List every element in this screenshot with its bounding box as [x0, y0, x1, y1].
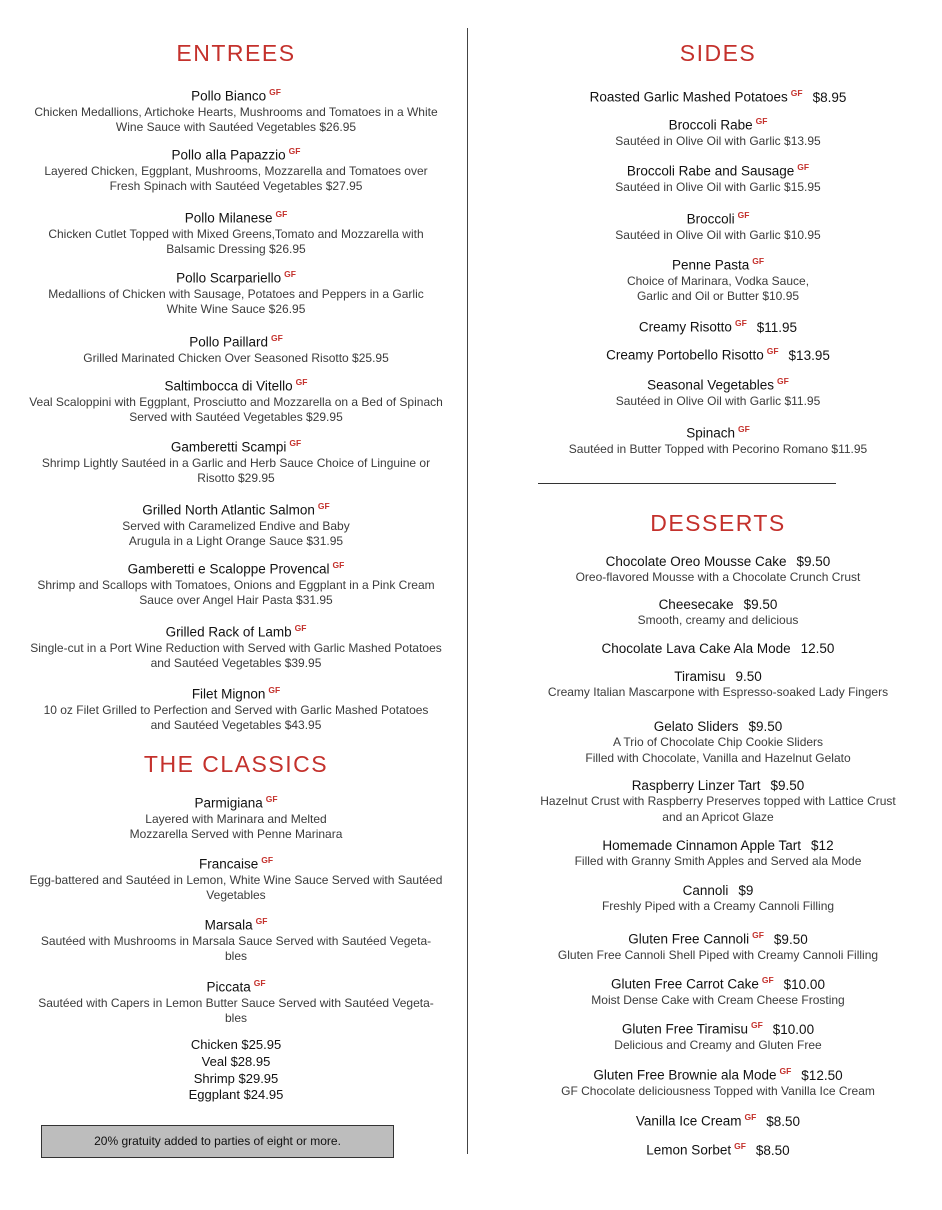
item-description: Smooth, creamy and delicious: [637, 613, 799, 627]
item-description: Served with Caramelized Endive and Baby: [122, 518, 350, 533]
item-description: Garlic and Oil or Butter $10.95: [636, 289, 800, 303]
menu-item: [22, 206, 450, 258]
item-price: $9.50: [770, 778, 805, 793]
menu-item-line: [22, 84, 450, 105]
menu-item-line: [528, 1063, 908, 1084]
gluten-free-badge: GF: [294, 623, 307, 633]
item-description: Delicious and Creamy and Gluten Free: [614, 1037, 822, 1052]
menu-item-line: [22, 852, 450, 873]
item-description: Creamy Italian Mascarpone with Espresso-soaked Lady Fingers: [547, 685, 889, 699]
menu-item-line: [22, 913, 450, 934]
menu-item-line: [528, 253, 908, 274]
menu-item-line: [528, 85, 908, 106]
menu-item-line: [528, 837, 908, 854]
item-price: $10.00: [772, 1021, 815, 1037]
item-name: Pollo Scarpariello: [176, 270, 282, 286]
item-price: $9.50: [748, 719, 783, 734]
gluten-free-badge: GF: [268, 685, 281, 695]
menu-item: [22, 330, 450, 366]
menu-item: [22, 557, 450, 609]
item-description: Sautéed in Olive Oil with Garlic $15.95: [615, 179, 821, 194]
item-name: Gelato Sliders: [653, 719, 739, 734]
menu-item: [22, 498, 450, 550]
item-description: Mozzarella Served with Penne Marinara: [129, 827, 343, 841]
item-price: $9.50: [796, 554, 831, 569]
item-description: 10 oz Filet Grilled to Perfection and Served with Garlic Mashed Potatoes: [43, 702, 429, 717]
item-price: $9: [738, 883, 754, 898]
sides-heading: SIDES: [679, 40, 757, 66]
menu-item: [528, 553, 908, 586]
gluten-free-badge: GF: [766, 346, 779, 356]
item-name: Piccata: [206, 979, 251, 995]
item-description: GF Chocolate deliciousness Topped with Vanilla Ice Cream: [561, 1083, 875, 1098]
gluten-free-badge: GF: [295, 377, 308, 387]
item-price: 12.50: [800, 641, 835, 656]
menu-item-line: [528, 668, 908, 685]
menu-item: [528, 85, 908, 106]
gluten-free-badge: GF: [752, 930, 764, 940]
menu-item-line: [528, 343, 908, 364]
gluten-free-badge: GF: [253, 978, 266, 988]
gluten-free-badge: GF: [317, 501, 330, 511]
menu-item-line: [528, 596, 908, 613]
item-description: Choice of Marinara, Vodka Sauce,: [626, 273, 810, 288]
gluten-free-badge: GF: [737, 210, 750, 220]
gratuity-notice: 20% gratuity added to parties of eight or more.: [41, 1125, 394, 1158]
menu-item: [22, 791, 450, 843]
item-description: A Trio of Chocolate Chip Cookie Sliders: [612, 735, 824, 749]
item-description: Layered Chicken, Eggplant, Mushrooms, Mozzarella and Tomatoes over: [44, 163, 428, 178]
item-name: Raspberry Linzer Tart: [631, 778, 761, 793]
gluten-free-badge: GF: [332, 560, 345, 570]
item-description: Moist Dense Cake with Cream Cheese Frosting: [591, 992, 845, 1007]
item-name: Pollo Bianco: [191, 88, 267, 104]
item-description: Sautéed in Olive Oil with Garlic $13.95: [615, 133, 821, 148]
item-name: Pollo alla Papazzio: [171, 147, 286, 163]
menu-item: [528, 972, 908, 1008]
gluten-free-badge: GF: [269, 87, 281, 97]
item-description: Sautéed in Olive Oil with Garlic $11.95: [615, 393, 821, 408]
menu-item: [528, 1109, 908, 1130]
item-name: Gluten Free Brownie ala Mode: [593, 1067, 777, 1083]
item-name: Marsala: [204, 917, 253, 933]
item-description: Shrimp Lightly Sautéed in a Garlic and Herb Sauce Choice of Linguine or: [41, 455, 431, 470]
menu-item: [22, 682, 450, 734]
item-description: Chicken Cutlet Topped with Mixed Greens,Tomato and Mozzarella with: [48, 226, 424, 241]
item-name: Broccoli: [686, 211, 735, 227]
item-description: and Sautéed Vegetables $43.95: [150, 718, 322, 732]
item-description: Sautéed with Mushrooms in Marsala Sauce Served with Sautéed Vegeta-: [40, 933, 432, 948]
menu-item-line: [528, 421, 908, 442]
gluten-free-badge: GF: [744, 1112, 757, 1122]
item-description: Oreo-flavored Mousse with a Chocolate Crunch Crust: [575, 570, 861, 584]
gluten-free-badge: GF: [761, 975, 774, 985]
item-price: $12: [811, 838, 834, 853]
item-name: Pollo Paillard: [189, 334, 268, 350]
item-description: Filled with Granny Smith Apples and Served ala Mode: [574, 854, 862, 868]
gluten-free-badge: GF: [255, 916, 268, 926]
item-description: Balsamic Dressing $26.95: [166, 242, 306, 256]
item-description: Risotto $29.95: [197, 471, 275, 485]
item-description: Sautéed in Olive Oil with Garlic $10.95: [615, 227, 821, 242]
gluten-free-badge: GF: [755, 116, 768, 126]
item-name: Seasonal Vegetables: [647, 377, 775, 393]
gluten-free-badge: GF: [790, 88, 803, 98]
gluten-free-badge: GF: [797, 162, 810, 172]
item-description: Arugula in a Light Orange Sauce $31.95: [128, 534, 344, 548]
menu-item: [528, 596, 908, 629]
item-description: Single-cut in a Port Wine Reduction with Served with Garlic Mashed Potatoes: [30, 640, 442, 655]
item-name: Broccoli Rabe and Sausage: [626, 163, 795, 179]
menu-item: [528, 640, 908, 657]
item-description: Fresh Spinach with Sautéed Vegetables $27.95: [109, 179, 363, 193]
menu-item-line: [528, 1138, 908, 1159]
gluten-free-badge: GF: [737, 424, 750, 434]
item-price: $8.95: [812, 89, 847, 105]
item-name: Homemade Cinnamon Apple Tart: [602, 838, 802, 853]
classics-heading: THE CLASSICS: [143, 751, 329, 777]
item-description: bles: [224, 1011, 247, 1025]
menu-item: [22, 435, 450, 487]
item-price: $11.95: [756, 319, 798, 335]
item-description: Chicken Medallions, Artichoke Hearts, Mushrooms and Tomatoes in a White: [34, 104, 438, 119]
item-description: Sautéed in Butter Topped with Pecorino Romano $11.95: [568, 441, 868, 456]
menu-item: [22, 852, 450, 904]
item-name: Saltimbocca di Vitello: [164, 378, 293, 394]
menu-item: [528, 421, 908, 457]
item-name: Gamberetti e Scaloppe Provencal: [127, 561, 330, 577]
gluten-free-badge: GF: [261, 855, 274, 865]
price-shrimp: Shrimp $29.95: [193, 1071, 279, 1086]
menu-item-line: [22, 791, 450, 812]
menu-item-line: [528, 159, 908, 180]
item-name: Chocolate Lava Cake Ala Mode: [601, 641, 791, 656]
menu-item: [22, 620, 450, 672]
item-name: Grilled Rack of Lamb: [165, 624, 292, 640]
menu-item: [528, 315, 908, 336]
menu-item: [528, 777, 908, 825]
item-description: and Sautéed Vegetables $39.95: [150, 656, 322, 670]
item-description: bles: [224, 949, 247, 963]
item-description: Egg-battered and Sautéed in Lemon, White Wine Sauce Served with Sautéed: [29, 872, 443, 887]
desserts-heading: DESSERTS: [650, 510, 786, 536]
menu-item-line: [22, 435, 450, 456]
item-name: Chocolate Oreo Mousse Cake: [605, 554, 787, 569]
item-name: Grilled North Atlantic Salmon: [142, 502, 315, 518]
menu-item-line: [22, 330, 450, 351]
gluten-free-badge: GF: [752, 256, 765, 266]
item-name: Roasted Garlic Mashed Potatoes: [589, 89, 788, 105]
menu-item: [22, 374, 450, 426]
item-description: Sauce over Angel Hair Pasta $31.95: [139, 593, 333, 607]
item-description: Medallions of Chicken with Sausage, Potatoes and Peppers in a Garlic: [48, 286, 424, 301]
item-name: Francaise: [198, 856, 259, 872]
item-description: Gluten Free Cannoli Shell Piped with Creamy Cannoli Filling: [557, 947, 879, 962]
entrees-heading: ENTREES: [176, 40, 296, 66]
item-price: $9.50: [743, 597, 778, 612]
menu-item: [22, 975, 450, 1027]
menu-item-line: [22, 206, 450, 227]
price-chicken: Chicken $25.95: [190, 1037, 282, 1052]
menu-item-line: [22, 143, 450, 164]
item-name: Tiramisu: [674, 669, 726, 684]
menu-item-line: [22, 498, 450, 519]
gluten-free-badge: GF: [284, 269, 296, 279]
item-description: Vegetables: [206, 888, 266, 902]
item-name: Cheesecake: [658, 597, 734, 612]
menu-item: [22, 143, 450, 195]
menu-item-line: [528, 373, 908, 394]
menu-item-line: [22, 557, 450, 578]
menu-item-line: [22, 975, 450, 996]
gluten-free-badge: GF: [265, 794, 278, 804]
item-description: Sautéed with Capers in Lemon Butter Sauce Served with Sautéed Vegeta-: [38, 995, 434, 1010]
menu-item: [22, 266, 450, 318]
menu-item-line: [528, 553, 908, 570]
gluten-free-badge: GF: [777, 376, 789, 386]
item-description: Hazelnut Crust with Raspberry Preserves topped with Lattice Crust: [540, 794, 896, 808]
item-name: Gluten Free Cannoli: [628, 931, 750, 947]
gluten-free-badge: GF: [270, 333, 283, 343]
menu-item: [528, 159, 908, 195]
menu-item-line: [528, 1017, 908, 1038]
item-name: Gamberetti Scampi: [170, 439, 287, 455]
menu-item: [528, 718, 908, 766]
item-description: Layered with Marinara and Melted: [145, 811, 327, 826]
menu-item-line: [528, 718, 908, 735]
menu-item-line: [528, 207, 908, 228]
section-rule: [538, 483, 836, 484]
item-description: Served with Sautéed Vegetables $29.95: [129, 410, 343, 424]
gluten-free-badge: GF: [289, 438, 302, 448]
item-description: Wine Sauce with Sautéed Vegetables $26.95: [115, 120, 357, 134]
menu-item-line: [22, 266, 450, 287]
menu-item: [528, 113, 908, 149]
item-name: Gluten Free Carrot Cake: [611, 976, 759, 992]
menu-item: [528, 253, 908, 305]
item-description: White Wine Sauce $26.95: [166, 302, 306, 316]
item-name: Pollo Milanese: [184, 210, 273, 226]
item-price: $8.50: [755, 1142, 790, 1158]
item-price: $12.50: [801, 1067, 843, 1083]
menu-item: [22, 84, 450, 136]
menu-item: [528, 927, 908, 963]
item-name: Creamy Portobello Risotto: [606, 347, 764, 363]
gluten-free-badge: GF: [779, 1066, 792, 1076]
menu-item: [528, 343, 908, 364]
item-description: Grilled Marinated Chicken Over Seasoned Risotto $25.95: [83, 350, 389, 365]
item-name: Penne Pasta: [671, 257, 750, 273]
item-price: $9.50: [773, 931, 808, 947]
item-name: Gluten Free Tiramisu: [621, 1021, 748, 1037]
column-divider: [467, 28, 468, 1154]
item-name: Creamy Risotto: [638, 319, 732, 335]
gluten-free-badge: GF: [734, 1141, 746, 1151]
item-name: Vanilla Ice Cream: [635, 1113, 742, 1129]
menu-item-line: [22, 682, 450, 703]
menu-item-line: [528, 927, 908, 948]
item-description: Shrimp and Scallops with Tomatoes, Onions and Eggplant in a Pink Cream: [37, 577, 435, 592]
menu-item-line: [528, 972, 908, 993]
menu-item: [528, 373, 908, 409]
item-name: Spinach: [686, 425, 735, 441]
price-eggplant: Eggplant $24.95: [188, 1087, 284, 1102]
menu-item-line: [22, 374, 450, 395]
gluten-free-badge: GF: [275, 209, 288, 219]
item-price: $8.50: [766, 1113, 801, 1129]
item-name: Parmigiana: [194, 795, 263, 811]
item-description: Freshly Piped with a Creamy Cannoli Filling: [601, 899, 835, 913]
menu-item-line: [22, 620, 450, 641]
menu-item: [528, 1063, 908, 1099]
menu-item: [22, 913, 450, 965]
gluten-free-badge: GF: [734, 318, 747, 328]
item-name: Broccoli Rabe: [668, 117, 753, 133]
menu-item-line: [528, 1109, 908, 1130]
menu-item-line: [528, 113, 908, 134]
item-description: and an Apricot Glaze: [662, 809, 774, 824]
gluten-free-badge: GF: [750, 1020, 763, 1030]
menu-item-line: [528, 640, 908, 657]
item-description: Filled with Chocolate, Vanilla and Hazelnut Gelato: [585, 750, 851, 765]
gluten-free-badge: GF: [288, 146, 301, 156]
menu-item: [528, 882, 908, 915]
item-name: Filet Mignon: [191, 686, 266, 702]
menu-item-line: [528, 777, 908, 794]
menu-item-line: [528, 315, 908, 336]
menu-item: [528, 1017, 908, 1053]
menu-item: [528, 837, 908, 870]
menu-item-line: [528, 882, 908, 899]
item-name: Cannoli: [682, 883, 729, 898]
price-veal: Veal $28.95: [201, 1054, 271, 1069]
menu-item: [528, 207, 908, 243]
item-name: Lemon Sorbet: [646, 1142, 732, 1158]
item-price: 9.50: [735, 669, 762, 684]
item-price: $13.95: [788, 347, 830, 363]
item-description: Veal Scaloppini with Eggplant, Prosciutto and Mozzarella on a Bed of Spinach: [29, 394, 443, 409]
menu-item: [528, 668, 908, 701]
menu-item: [528, 1138, 908, 1159]
item-price: $10.00: [783, 976, 825, 992]
